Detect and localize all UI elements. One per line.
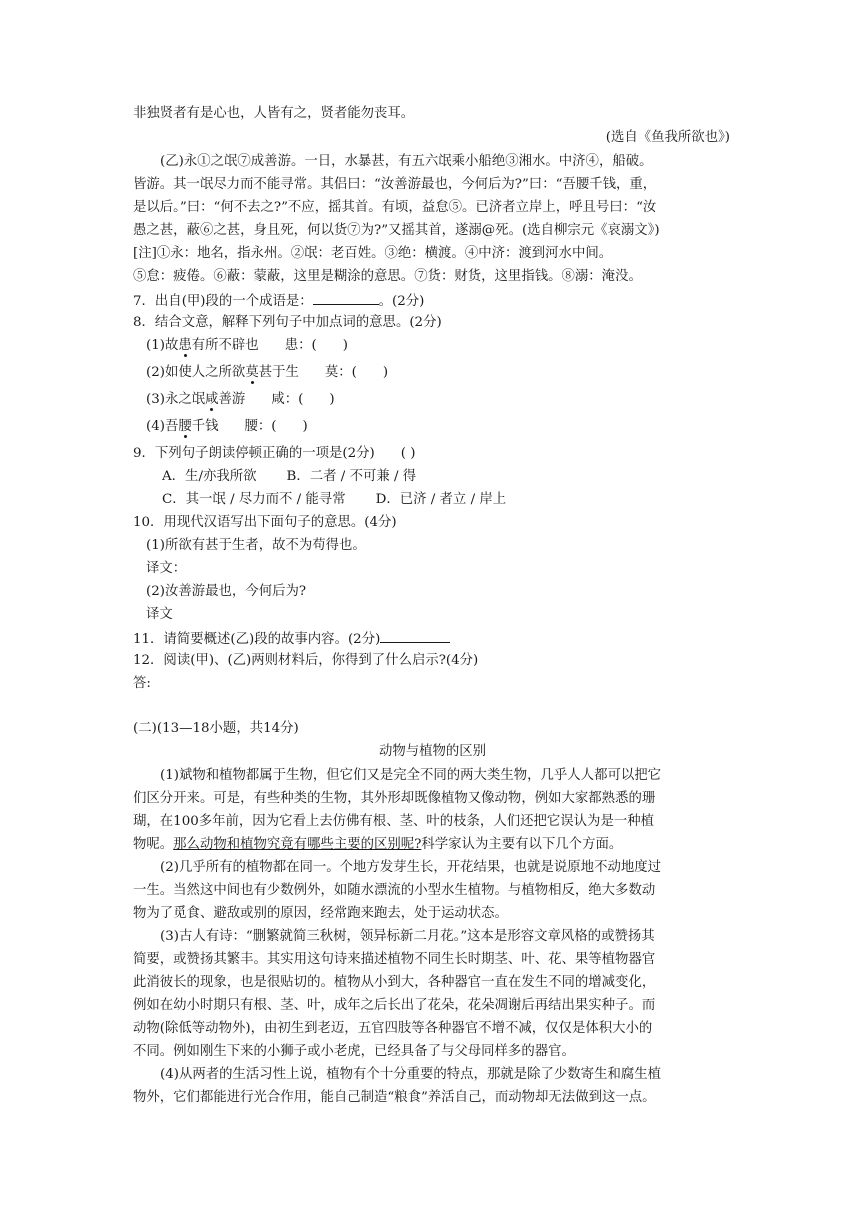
- source-a: (选自《鱼我所欲也》): [605, 130, 730, 145]
- question-7-tail: 。(2分): [378, 294, 425, 309]
- q10-translation-label-2[interactable]: 译文: [146, 607, 173, 622]
- paragraph-line: (3)古人有诗：“删繁就简三秋树，领异标新二月花。”这本是形容文章风格的或赞扬其: [160, 929, 655, 944]
- passage-b-line: 皆游。其一氓尽力而不能寻常。其侣曰：“汝善游最也，今何后为?”曰：“吾腰千钱，重，: [133, 177, 657, 192]
- paragraph-line: 一生。当然这中间也有少数例外，如随水漂流的小型水生植物。与植物相反，绝大多数动: [133, 883, 656, 898]
- answer-blank[interactable]: [313, 290, 379, 305]
- option-b[interactable]: B．二者 / 不可兼 / 得: [286, 469, 417, 484]
- question-7-text: 7．出自(甲)段的一个成语是：: [133, 294, 313, 309]
- option-a[interactable]: A．生/亦我所欲: [162, 469, 257, 484]
- q8-item: (1)故患有所不辟也 患：( ): [146, 338, 348, 353]
- paragraph-line: (4)从两者的生活习性上说，植物有个十分重要的特点，那就是除了少数寄生和腐生植: [160, 1067, 662, 1082]
- paragraph-line: 物为了觅食、避敌或别的原因，经常跑来跑去，处于运动状态。: [133, 906, 508, 921]
- dotted-word: 莫: [245, 365, 259, 380]
- q10-translation-label-1[interactable]: 译文：: [146, 561, 187, 576]
- question-8: 8．结合文意，解释下列句子中加点词的意思。(2分): [133, 315, 442, 330]
- paragraph-line: 物外，它们都能进行光合作用，能自己制造“粮食”养活自己，而动物却无法做到这一点。: [133, 1090, 656, 1105]
- answer-paren[interactable]: ( ): [400, 446, 416, 461]
- q10-sentence-2: (2)汝善游最也，今何后为?: [146, 584, 307, 599]
- paragraph-line: (1)斌物和植物都属于生物，但它们又是完全不同的两大类生物，几乎人人都可以把它: [160, 768, 662, 783]
- passage-b-line: 是以后。”曰：“何不去之?”不应，摇其首。有顷，益怠⑤。已济者立岸上，呼且号曰：“汝: [133, 200, 657, 215]
- question-12: 12．阅读(甲)、(乙)两则材料后，你得到了什么启示?(4分): [133, 653, 479, 668]
- note-line: ⑤怠：疲倦。⑥蔽：蒙蔽，这里是糊涂的意思。⑦货：财货，这里指钱。⑧溺：淹没。: [133, 269, 642, 284]
- paragraph-line: 简要，或赞扬其繁丰。其实用这句诗来描述植物不同生长时期茎、叶、花、果等植物器官: [133, 952, 656, 967]
- paragraph-line: (2)几乎所有的植物都在同一。个地方发芽生长，开花结果，也就是说原地不动地度过: [160, 860, 662, 875]
- dotted-word: 咸: [205, 392, 219, 407]
- question-11: 11．请简要概述(乙)段的故事内容。(2分): [133, 628, 450, 650]
- question-10: 10．用现代汉语写出下面句子的意思。(4分): [133, 515, 397, 530]
- answer-blank[interactable]: [380, 628, 450, 643]
- option-d[interactable]: D．已济 / 者立 / 岸上: [375, 492, 507, 507]
- dotted-word: 腰: [178, 419, 192, 434]
- note-line: [注]①永：地名，指永州。②氓：老百姓。③绝：横渡。④中济：渡到河水中间。: [133, 246, 613, 261]
- paragraph-line: 瑚，在100多年前，因为它看上去仿佛有根、茎、叶的枝条，人们还把它误认为是一种植: [133, 814, 655, 829]
- question-9: 9．下列句子朗读停顿正确的一项是(2分) ( ): [133, 446, 416, 461]
- paragraph-line: 此消彼长的现象，也是很贴切的。植物从小到大，各种器官一直在发生不同的增减变化，: [133, 975, 656, 990]
- section-heading: (二)(13—18小题，共14分): [133, 721, 299, 736]
- q10-sentence-1: (1)所欲有甚于生者，故不为苟得也。: [146, 538, 366, 553]
- option-c[interactable]: C．其一氓 / 尽力而不 / 能寻常: [162, 492, 346, 507]
- q8-item: (3)永之氓咸善游 咸：( ): [146, 392, 335, 407]
- passage-a-tail: 非独贤者有是心也，人皆有之，贤者能勿丧耳。: [133, 106, 415, 121]
- question-7: [133, 290, 424, 312]
- paragraph-line: 们区分开来。可是，有些种类的生物，其外形却既像植物又像动物，例如大家都熟悉的珊: [133, 791, 656, 806]
- underlined-question: 那么动物和植物究竟有哪些主要的区别呢?: [173, 837, 422, 852]
- paragraph-line: 不同。例如刚生下来的小狮子或小老虎，已经具备了与父母同样多的器官。: [133, 1044, 575, 1059]
- passage-b-line: 愚之甚，蔽⑥之甚，身且死，何以货⑦为?”又摇其首，遂溺@死。(选自柳宗元《哀溺文》): [133, 223, 660, 238]
- paragraph-line: 例如在幼小时期只有根、茎、叶，成年之后长出了花朵，花朵凋谢后再结出果实种子。而: [133, 998, 656, 1013]
- q9-options-row: [162, 467, 416, 487]
- passage-b-line: (乙)永①之氓⑦成善游。一日，水暴甚，有五六氓乘小船绝③湘水。中济④，船破。: [160, 154, 653, 169]
- q8-item: (2)如使人之所欲莫甚于生 莫：( ): [146, 365, 389, 380]
- paragraph-line: 动物(除低等动物外)，由初生到老迈，五官四肢等各种器官不增不减，仅仅是体积大小的: [133, 1021, 653, 1036]
- answer-label[interactable]: 答:: [133, 676, 151, 691]
- q9-options-row: [162, 490, 506, 510]
- paragraph-line: 物呢。那么动物和植物究竟有哪些主要的区别呢?科学家认为主要有以下几个方面。: [133, 837, 623, 852]
- dotted-word: 患: [178, 338, 192, 353]
- q8-item: (4)吾腰千钱 腰：( ): [146, 419, 308, 434]
- article-title: 动物与植物的区别: [378, 744, 487, 759]
